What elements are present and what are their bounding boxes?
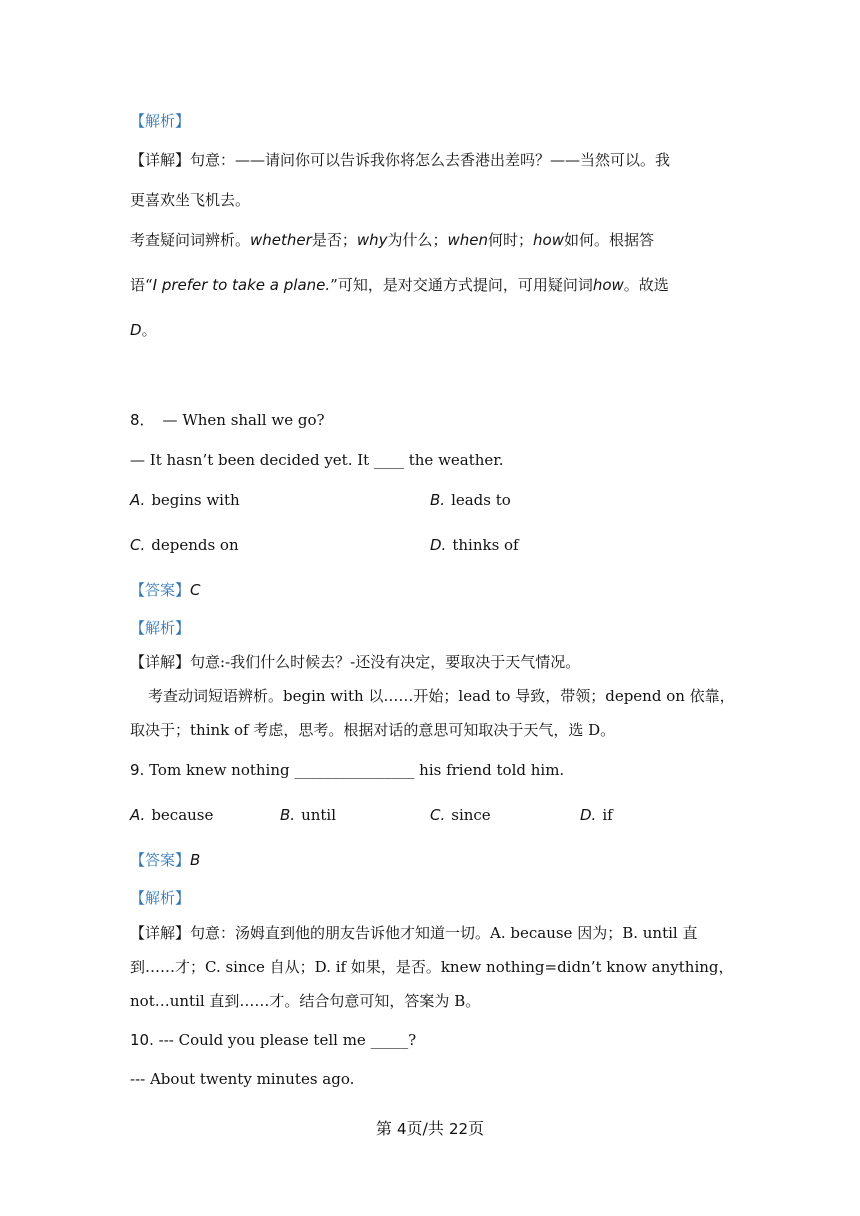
detail-text: 取决于；think of 考虑，思考。根据对话的意思可知取决于天气，选 D。: [130, 721, 616, 739]
option-c: C. since: [430, 806, 491, 824]
page-footer: 第 4页/共 22页: [375, 1119, 485, 1138]
option-d: D. thinks of: [430, 536, 519, 554]
question-10-line2: --- About twenty minutes ago.: [130, 1070, 355, 1088]
option-a: A. because: [130, 806, 214, 824]
question-10-stem: 10. --- Could you please tell me _____?: [130, 1031, 417, 1049]
detail-text: 语“I prefer to take a plane.”可知，是对交通方式提问，可用疑问词how。故选: [130, 276, 669, 294]
detail-text: 到……才；C. since 自从；D. if 如果，是否。knew nothing=didn’t know anything，: [130, 958, 734, 976]
detail-text: D。: [130, 321, 157, 339]
detail-text: 【详解】句意:-我们什么时候去？-还没有决定，要取决于天气情况。: [130, 653, 581, 671]
analysis-tag: 【解析】: [130, 619, 191, 637]
option-d: D. if: [580, 806, 613, 824]
detail-text: 【详解】句意：——请问你可以告诉我你将怎么去香港出差吗？——当然可以。我: [130, 151, 671, 169]
question-8-line2: — It hasn’t been decided yet. It ____ the weather.: [130, 451, 504, 469]
detail-text: 考查疑问词辨析。whether是否；why为什么；when何时；how如何。根据答: [130, 231, 654, 249]
detail-text: 更喜欢坐飞机去。: [130, 191, 251, 209]
analysis-tag: 【解析】: [130, 112, 191, 130]
answer-line: 【答案】C: [130, 581, 201, 599]
option-c: C. depends on: [130, 536, 239, 554]
answer-line: 【答案】B: [130, 851, 201, 869]
detail-text: 【详解】句意：汤姆直到他的朋友告诉他才知道一切。A. because 因为；B. until 直: [130, 924, 698, 942]
question-8-stem: 8． — When shall we go?: [130, 411, 325, 429]
question-9-stem: 9. Tom knew nothing ________________ his friend told him.: [130, 761, 565, 779]
option-b: B. until: [280, 806, 337, 824]
option-b: B. leads to: [430, 491, 511, 509]
detail-text: 考查动词短语辨析。begin with 以……开始；lead to 导致，带领；depend on 依靠，: [148, 687, 735, 705]
detail-text: not…until 直到……才。结合句意可知，答案为 B。: [130, 992, 481, 1010]
option-a: A. begins with: [130, 491, 240, 509]
analysis-tag: 【解析】: [130, 889, 191, 907]
